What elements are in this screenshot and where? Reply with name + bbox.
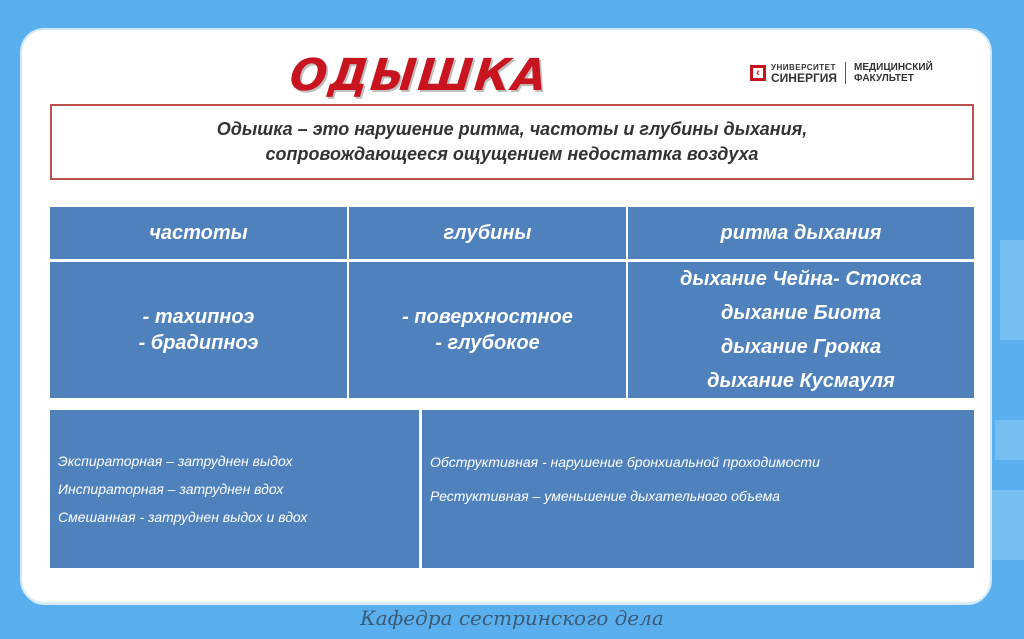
types-table [50,410,974,568]
header-depth: глубины [349,207,628,259]
logo-line2: СИНЕРГИЯ [771,70,838,85]
types-right-cell [422,410,974,568]
table-header-row [50,207,974,259]
footer-department: Кафедра сестринского дела [360,606,664,630]
slide-title: ОДЫШКА [287,50,552,101]
decorative-block [990,490,1024,560]
cell-line: - глубокое [435,332,540,354]
logo-faculty [854,62,933,84]
header-rate: частоты [50,207,349,259]
logo-line1: УНИВЕРСИТЕТ [771,62,836,72]
rhythm-cell [628,262,974,398]
type-line: Экспираторная – затруднен выдох [58,453,293,469]
type-line: Рестуктивная – уменьшение дыхательного объема [430,488,780,504]
type-line: Обструктивная - нарушение бронхиальной проходимости [430,454,820,470]
cell-line: дыхание Биота [721,302,881,324]
definition-line: сопровождающееся ощущением недостатка воздуха [265,144,759,164]
decorative-block [1000,240,1024,340]
logo-name [771,63,837,84]
university-logo [750,62,933,84]
cell-line: - брадипноэ [138,332,259,354]
definition-line: Одышка – это нарушение ритма, частоты и глубины дыхания, [216,119,808,139]
logo-right1: МЕДИЦИНСКИЙ [854,62,933,73]
cell-line: дыхание Грокка [720,336,882,358]
cell-line: - поверхностное [402,306,573,328]
logo-divider [845,62,846,84]
table-row [50,262,974,398]
header-rhythm: ритма дыхания [628,207,974,259]
decorative-block [995,420,1024,460]
definition-box [50,104,974,180]
rate-cell [50,262,349,398]
type-line: Смешанная - затруднен выдох и вдох [58,509,308,525]
logo-right2: ФАКУЛЬТЕТ [854,73,914,84]
logo-mark-icon: ‹ [750,65,766,81]
type-line: Инспираторная – затруднен вдох [58,481,284,497]
classification-table [50,207,974,398]
cell-line: - тахипноэ [142,306,255,328]
types-left-cell [50,410,422,568]
cell-line: дыхание Кусмауля [707,370,895,392]
cell-line: дыхание Чейна- Стокса [680,268,922,290]
depth-cell [349,262,628,398]
